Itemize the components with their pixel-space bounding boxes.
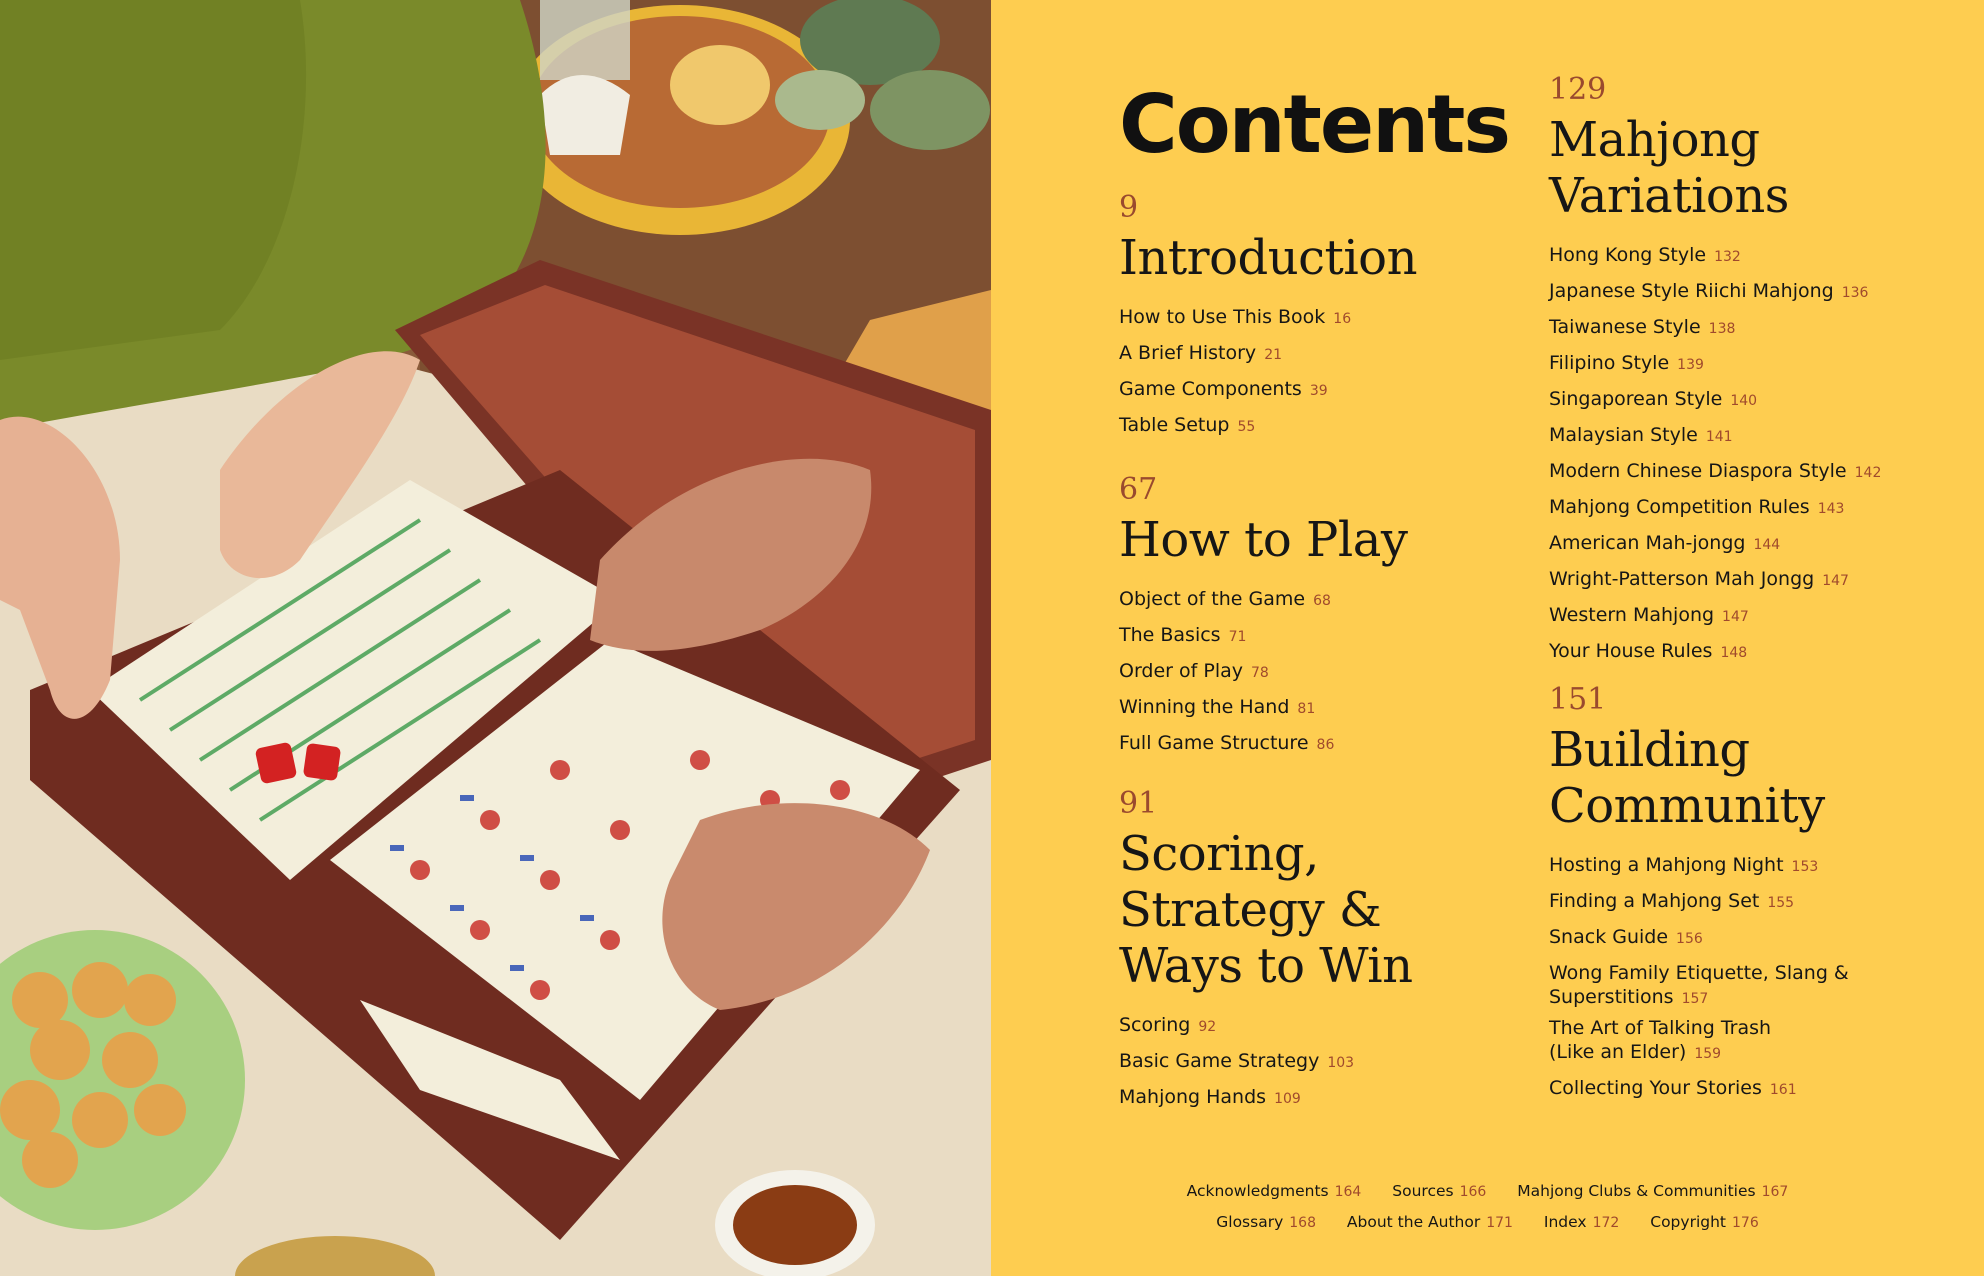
entry-page: 142 [1854,465,1882,481]
section-title-line: Variations [1549,168,1789,224]
toc-entry[interactable] [1119,300,1417,336]
entry-label: The Basics [1119,624,1221,646]
entry-page: 161 [1769,1082,1797,1098]
entry-page: 156 [1676,931,1703,947]
entry-label: Hong Kong Style [1549,244,1707,266]
entry-label: Western Mahjong [1549,604,1715,626]
entry-page: 153 [1791,859,1819,875]
photo-illustration [0,0,991,1276]
entry-label: Singaporean Style [1549,388,1723,410]
toc-entry[interactable] [1119,372,1417,408]
entry-label-line: The Art of Talking Trash [1549,1017,1772,1039]
toc-entry[interactable] [1549,346,1881,382]
entry-label: Acknowledgments [1186,1182,1329,1200]
toc-entry[interactable] [1549,598,1881,634]
back-matter-row [991,1207,1984,1238]
section-title: How to Play [1119,512,1408,568]
entry-page: 166 [1459,1184,1487,1200]
back-matter [991,1176,1984,1238]
entry-page: 136 [1841,285,1869,301]
section-title-line: Scoring, [1119,826,1319,882]
entry-label-line: Superstitions [1549,986,1674,1008]
entry-page: 172 [1592,1215,1620,1231]
toc-entry[interactable] [1549,526,1881,562]
entry-page: 86 [1316,737,1335,753]
cover-photo-mahjong-table [0,0,991,1276]
entry-page: 141 [1705,429,1733,445]
entry-label-line: (Like an Elder) [1549,1041,1687,1063]
toc-entry[interactable] [1549,454,1881,490]
entry-label: Glossary [1216,1213,1284,1231]
entry-page: 159 [1694,1046,1722,1062]
entry-page: 168 [1289,1215,1316,1231]
toc-entry[interactable] [1119,618,1407,654]
back-matter-item[interactable] [1216,1213,1316,1231]
section-title [1549,112,1881,224]
contents-title: Contents [1119,78,1509,171]
toc-entry[interactable] [1549,274,1881,310]
toc-entry[interactable] [1549,1016,1849,1066]
entry-label: Mahjong Competition Rules [1549,496,1810,518]
entry-label: Scoring [1119,1014,1191,1036]
entry-list [1549,238,1881,670]
toc-entry[interactable] [1549,238,1881,274]
entry-page: 157 [1681,991,1709,1007]
toc-entry[interactable] [1549,382,1881,418]
entry-label: Finding a Mahjong Set [1549,890,1760,912]
entry-label: Full Game Structure [1119,732,1309,754]
section-number: 9 [1119,190,1139,225]
entry-label: Basic Game Strategy [1119,1050,1320,1072]
toc-entry[interactable] [1549,961,1849,1011]
entry-label: How to Use This Book [1119,306,1326,328]
entry-page: 55 [1237,419,1256,435]
section-title-line: Ways to Win [1119,938,1413,994]
back-matter-item[interactable] [1187,1182,1362,1200]
section-number: 91 [1119,786,1158,821]
toc-entry[interactable] [1549,310,1881,346]
entry-label: Order of Play [1119,660,1244,682]
entry-label: Index [1543,1213,1587,1231]
entry-label: Table Setup [1119,414,1230,436]
entry-label: Snack Guide [1549,926,1669,948]
entry-page: 68 [1313,593,1331,609]
section-title: Introduction [1119,230,1417,286]
entry-page: 109 [1274,1091,1301,1107]
entry-page: 147 [1822,573,1849,589]
entry-label: Sources [1392,1182,1454,1200]
entry-list [1119,300,1417,444]
back-matter-item[interactable] [1517,1182,1788,1200]
entry-page: 140 [1730,393,1758,409]
section-number: 67 [1119,472,1158,507]
entry-page: 103 [1327,1055,1355,1071]
entry-page: 71 [1228,629,1247,645]
section-how-to-play [1119,472,1407,762]
entry-page: 138 [1708,321,1736,337]
section-title [1549,722,1849,834]
toc-entry[interactable] [1549,1071,1849,1107]
toc-entry[interactable] [1119,336,1417,372]
entry-page: 78 [1251,665,1269,681]
entry-label: Malaysian Style [1549,424,1698,446]
entry-page: 171 [1486,1215,1513,1231]
entry-label: Taiwanese Style [1549,316,1701,338]
entry-label: About the Author [1346,1213,1481,1231]
toc-entry[interactable] [1119,690,1407,726]
entry-label: Japanese Style Riichi Mahjong [1549,280,1834,302]
entry-label: Wright-Patterson Mah Jongg [1549,568,1815,590]
entry-page: 144 [1753,537,1781,553]
entry-label: Winning the Hand [1119,696,1290,718]
toc-entry[interactable] [1549,848,1849,884]
section-title-line: Building [1549,722,1750,778]
back-matter-item[interactable] [1650,1213,1758,1231]
toc-entry[interactable] [1549,562,1881,598]
entry-page: 21 [1264,347,1283,363]
entry-page: 164 [1334,1184,1362,1200]
back-matter-row [991,1176,1984,1207]
entry-label: American Mah-jongg [1549,532,1746,554]
section-title-line: Community [1549,778,1825,834]
back-matter-item[interactable] [1392,1182,1486,1200]
toc-entry[interactable] [1549,884,1849,920]
entry-page: 132 [1714,249,1741,265]
table-of-contents-page [991,0,1984,1276]
toc-entry[interactable] [1119,1008,1413,1044]
back-matter-item[interactable] [1544,1213,1619,1231]
toc-entry[interactable] [1549,418,1881,454]
toc-entry[interactable] [1549,634,1881,670]
entry-label: Hosting a Mahjong Night [1549,854,1784,876]
section-number: 129 [1549,72,1607,107]
toc-entry[interactable] [1119,582,1407,618]
section-scoring-strategy [1119,786,1413,1116]
toc-entry[interactable] [1119,726,1407,762]
entry-label: Your House Rules [1549,640,1713,662]
entry-list [1549,848,1849,1107]
entry-page: 39 [1309,383,1328,399]
entry-label: Mahjong Hands [1119,1086,1267,1108]
toc-entry[interactable] [1549,920,1849,956]
section-title-line: Mahjong [1549,112,1760,168]
back-matter-item[interactable] [1347,1213,1513,1231]
toc-entry[interactable] [1119,1080,1413,1116]
toc-entry[interactable] [1119,408,1417,444]
toc-entry[interactable] [1119,654,1407,690]
entry-label: A Brief History [1119,342,1257,364]
entry-label: Game Components [1119,378,1302,400]
section-title-line: Strategy & [1119,882,1382,938]
entry-label: Copyright [1650,1213,1726,1231]
entry-page: 92 [1198,1019,1217,1035]
entry-page: 167 [1761,1184,1789,1200]
section-mahjong-variations [1549,72,1881,670]
entry-page: 155 [1767,895,1795,911]
entry-label-line: Wong Family Etiquette, Slang & [1549,962,1849,984]
section-number: 151 [1549,682,1607,717]
entry-page: 139 [1677,357,1704,373]
section-building-community [1549,682,1849,1107]
entry-label: Collecting Your Stories [1549,1077,1762,1099]
entry-page: 16 [1333,311,1352,327]
toc-entry[interactable] [1549,490,1881,526]
entry-page: 81 [1297,701,1316,717]
entry-label: Mahjong Clubs & Communities [1517,1182,1756,1200]
entry-page: 148 [1720,645,1748,661]
entry-page: 143 [1817,501,1845,517]
entry-list [1119,582,1407,762]
entry-label: Object of the Game [1119,588,1306,610]
entry-list [1119,1008,1413,1116]
section-introduction [1119,190,1417,444]
entry-label: Filipino Style [1549,352,1670,374]
toc-entry[interactable] [1119,1044,1413,1080]
section-title [1119,826,1413,994]
entry-page: 176 [1732,1215,1759,1231]
entry-page: 147 [1722,609,1749,625]
entry-label: Modern Chinese Diaspora Style [1549,460,1847,482]
